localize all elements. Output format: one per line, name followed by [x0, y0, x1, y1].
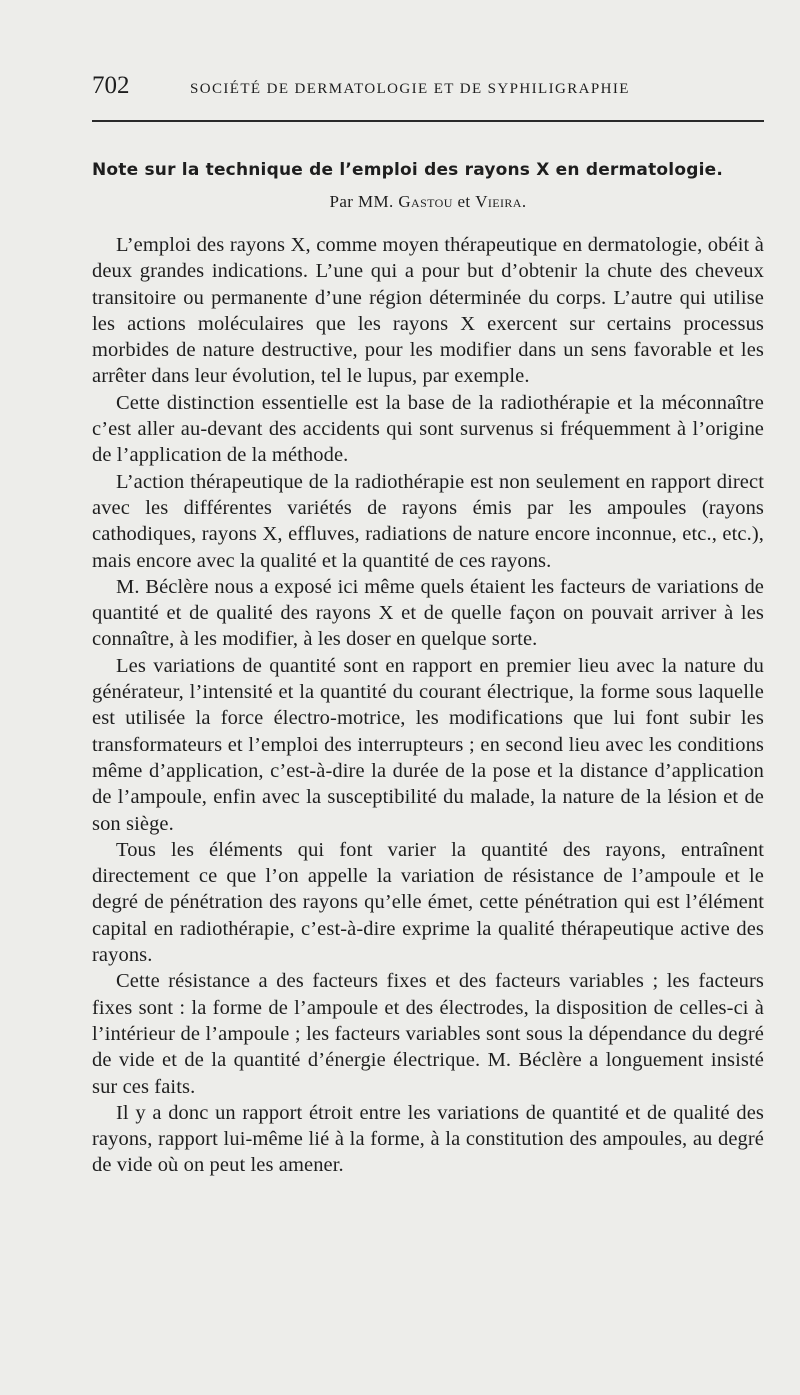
paragraph-6: Tous les éléments qui font varier la quantité des rayons, entraînent directement ce que l’on appelle la variation de résistance de l’ampoule et le degré de pénétration des rayons qu’elle émet, cette pénétration qui est l’élément capital en radiothérapie, c’est-à-dire exprime la qualité thérapeutique active des rayons.	[92, 838, 764, 967]
journal-title: SOCIÉTÉ DE DERMATOLOGIE ET DE SYPHILIGRAPHIE	[190, 81, 630, 97]
header-rule	[92, 120, 764, 122]
authors-prefix: Par MM.	[329, 192, 394, 211]
author-vieira: Vieira.	[475, 192, 527, 211]
page-number: 702	[92, 72, 130, 99]
paragraph-4: M. Béclère nous a exposé ici même quels étaient les facteurs de variations de quantité et de qualité des rayons X et de quelle façon on pouvait arriver à les connaître, à les modifier, à les doser en quelque sorte.	[92, 575, 764, 651]
article-body	[92, 232, 764, 1179]
paragraph-8: Il y a donc un rapport étroit entre les variations de quantité et de qualité des rayons, rapport lui-même lié à la forme, à la constitution des ampoules, au degré de vide où on peut les amener.	[92, 1101, 764, 1177]
author-gastou: Gastou	[398, 192, 453, 211]
paragraph-5: Les variations de quantité sont en rapport en premier lieu avec la nature du générateur, l’intensité et la quantité du courant électrique, la forme sous laquelle est utilisée la force électro-motrice, les modifications que lui font subir les transformateurs et l’emploi des interrupteurs ; en second lieu avec les conditions même d’application, c’est-à-dire la durée de la pose et la distance d’application de l’ampoule, enfin avec la susceptibilité du malade, la nature de la lésion et de son siège.	[92, 654, 764, 835]
paragraph-2: Cette distinction essentielle est la base de la radiothérapie et la méconnaître c’est aller au-devant des accidents qui sont survenus si fréquemment à l’origine de l’application de la méthode.	[92, 391, 764, 467]
paragraph-7: Cette résistance a des facteurs fixes et des facteurs variables ; les facteurs fixes sont : la forme de l’ampoule et des électrodes, la disposition de celles-ci à l’intérieur de l’ampoule ; les facteurs variables sont sous la dépendance du degré de vide et de la quantité d’énergie électrique. M. Béclère a longuement insisté sur ces faits.	[92, 970, 764, 1098]
paragraph-1: L’emploi des rayons X, comme moyen thérapeutique en dermatologie, obéit à deux grandes indications. L’une qui a pour but d’obtenir la chute des cheveux transitoire ou permanente d’une région déterminée du corps. L’autre qui utilise les actions moléculaires que les rayons X exercent sur certains processus morbides de nature destructive, pour les modifier dans un sens favorable et les arrêter dans leur évolution, tel le lupus, par exemple.	[92, 234, 764, 388]
authors-join: et	[457, 192, 471, 211]
article-authors	[92, 192, 764, 212]
paragraph-3: L’action thérapeutique de la radiothérapie est non seulement en rapport direct avec les différentes variétés de rayons émis par les ampoules (rayons cathodiques, rayons X, effluves, radiations de nature encore inconnue, etc., etc.), mais encore avec la qualité et la quantité de ces rayons.	[92, 470, 764, 572]
running-head	[92, 72, 764, 106]
article-title: Note sur la technique de l’emploi des rayons X en dermatologie.	[92, 160, 723, 180]
